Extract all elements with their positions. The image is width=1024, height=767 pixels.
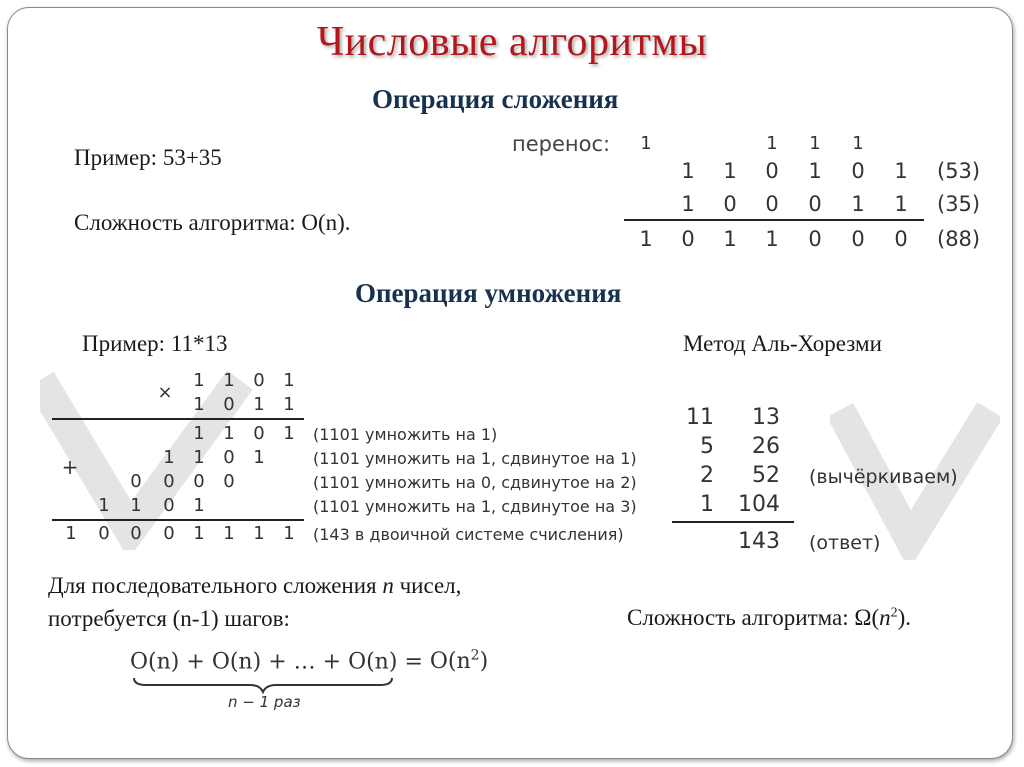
formula-term: O(n) [211, 649, 262, 675]
sequential-formula [130, 648, 488, 674]
multiplication-sum-line [52, 519, 304, 521]
partial-digit: 0 [193, 471, 205, 492]
operand1-digit: 1 [808, 159, 822, 183]
carry-digit: 1 [852, 133, 864, 154]
carry-label: перенос: [512, 132, 611, 156]
product-digit: 1 [253, 523, 265, 544]
carry-digit: 1 [640, 133, 652, 154]
partial-note: (1101 умножить на 1, сдвинутое на 1) [313, 449, 637, 468]
formula-operator: + [186, 649, 205, 675]
formula-result-close: ) [479, 649, 489, 675]
operand1-digit: 1 [894, 159, 908, 183]
sum-digit: 0 [851, 227, 865, 251]
operand2-digit: 0 [808, 192, 822, 216]
partial-digit: 1 [193, 423, 205, 444]
partial-digit: 1 [283, 423, 295, 444]
times-sign: × [157, 382, 173, 403]
khwarizmi-result: 143 [738, 529, 780, 554]
multiplier-digit: 1 [283, 394, 295, 415]
sequential-line-1 [48, 573, 461, 599]
sequential-variable: n [382, 573, 394, 598]
carry-digit: 1 [809, 133, 821, 154]
answer-note: (ответ) [809, 532, 881, 554]
partial-digit: 1 [223, 423, 235, 444]
addition-complexity: Сложность алгоритма: O(n). [74, 210, 351, 235]
halving-value: 11 [686, 405, 714, 430]
multiplicand-digit: 1 [193, 370, 205, 391]
operand2-digit: 0 [723, 192, 737, 216]
operand1-digit: 0 [851, 159, 865, 183]
addition-sum-line [624, 219, 924, 221]
product-digit: 0 [98, 523, 110, 544]
product-digit: 1 [193, 523, 205, 544]
formula-operator: + [268, 649, 287, 675]
multiplicand-digit: 1 [223, 370, 235, 391]
formula-term: O(n) [130, 649, 180, 675]
formula-result [430, 649, 488, 674]
halving-value: 1 [700, 492, 714, 517]
partial-digit: 0 [223, 471, 235, 492]
sequential-text-a: Для последовательного сложения [48, 573, 377, 598]
operand1-note: (53) [937, 159, 981, 183]
product-digit: 1 [283, 523, 295, 544]
multiplicand-digit: 0 [253, 370, 265, 391]
multiplier-digit: 1 [253, 394, 265, 415]
partial-digit: 1 [130, 495, 142, 516]
formula-result-base: O(n [429, 649, 471, 675]
partial-digit: 1 [253, 447, 265, 468]
complexity-suffix: ). [897, 605, 912, 630]
complexity-prefix: Сложность алгоритма: Ω( [627, 605, 880, 630]
underbrace-label: n − 1 раз [228, 693, 301, 711]
underbrace-icon [132, 676, 394, 694]
partial-digit: 0 [223, 447, 235, 468]
formula-ellipsis: … [293, 649, 316, 675]
operand2-digit: 1 [894, 192, 908, 216]
product-digit: 1 [223, 523, 235, 544]
addition-heading: Операция сложения [372, 84, 619, 114]
operand1-digit: 1 [681, 159, 695, 183]
partial-digit: 1 [163, 447, 175, 468]
sum-digit: 0 [894, 227, 908, 251]
doubling-value: 104 [738, 492, 780, 517]
khwarizmi-heading: Метод Аль-Хорезми [683, 331, 882, 356]
multiplication-example: Пример: 11*13 [82, 331, 228, 356]
partial-digit: 0 [163, 495, 175, 516]
partial-digit: 0 [253, 423, 265, 444]
sequential-text-b: чисел, [399, 573, 462, 598]
formula-operator: + [322, 649, 342, 675]
partial-note: (1101 умножить на 1, сдвинутое на 3) [313, 497, 637, 516]
formula-term: O(n) [348, 649, 398, 675]
partial-digit: 0 [130, 471, 142, 492]
multiplication-heading: Операция умножения [355, 278, 622, 308]
khwarizmi-complexity [627, 605, 911, 631]
doubling-value: 13 [752, 405, 780, 430]
strike-note: (вычёркиваем) [809, 466, 958, 488]
partial-digit: 1 [98, 495, 110, 516]
sum-digit: 0 [681, 227, 695, 251]
sum-digit: 1 [723, 227, 737, 251]
product-digit: 0 [163, 523, 175, 544]
product-digit: 0 [130, 523, 142, 544]
multiplicand-digit: 1 [283, 370, 295, 391]
multiplication-top-line [52, 418, 304, 420]
complexity-exponent: 2 [890, 605, 898, 621]
multiplier-digit: 1 [193, 394, 205, 415]
partial-note: (1101 умножить на 1) [313, 425, 498, 444]
operand2-digit: 1 [851, 192, 865, 216]
multiplier-digit: 0 [223, 394, 235, 415]
operand2-digit: 1 [681, 192, 695, 216]
operand1-digit: 0 [765, 159, 779, 183]
partial-digit: 0 [163, 471, 175, 492]
operand2-digit: 0 [765, 192, 779, 216]
sum-digit: 1 [639, 227, 653, 251]
partial-note: (1101 умножить на 0, сдвинутое на 2) [313, 473, 637, 492]
addition-example: Пример: 53+35 [74, 145, 222, 170]
sequential-line-2: потребуется (n-1) шагов: [48, 606, 290, 631]
complexity-variable: n [879, 605, 891, 630]
doubling-value: 26 [752, 434, 780, 459]
carry-digit: 1 [766, 133, 778, 154]
halving-value: 2 [700, 463, 714, 488]
operand1-digit: 1 [723, 159, 737, 183]
halving-value: 5 [700, 434, 714, 459]
partial-digit: 1 [193, 495, 205, 516]
product-note: (143 в двоичной системе счисления) [313, 525, 624, 544]
doubling-value: 52 [752, 463, 780, 488]
formula-exponent: 2 [470, 648, 480, 664]
slide-title: Числовые алгоритмы [316, 19, 708, 65]
plus-sign: + [61, 455, 79, 479]
operand2-note: (35) [937, 192, 981, 216]
product-digit: 1 [65, 523, 77, 544]
sum-note: (88) [937, 227, 981, 251]
khwarizmi-sum-line [672, 521, 794, 523]
sum-digit: 0 [808, 227, 822, 251]
partial-digit: 1 [193, 447, 205, 468]
formula-equals: = [404, 649, 423, 675]
sum-digit: 1 [765, 227, 779, 251]
